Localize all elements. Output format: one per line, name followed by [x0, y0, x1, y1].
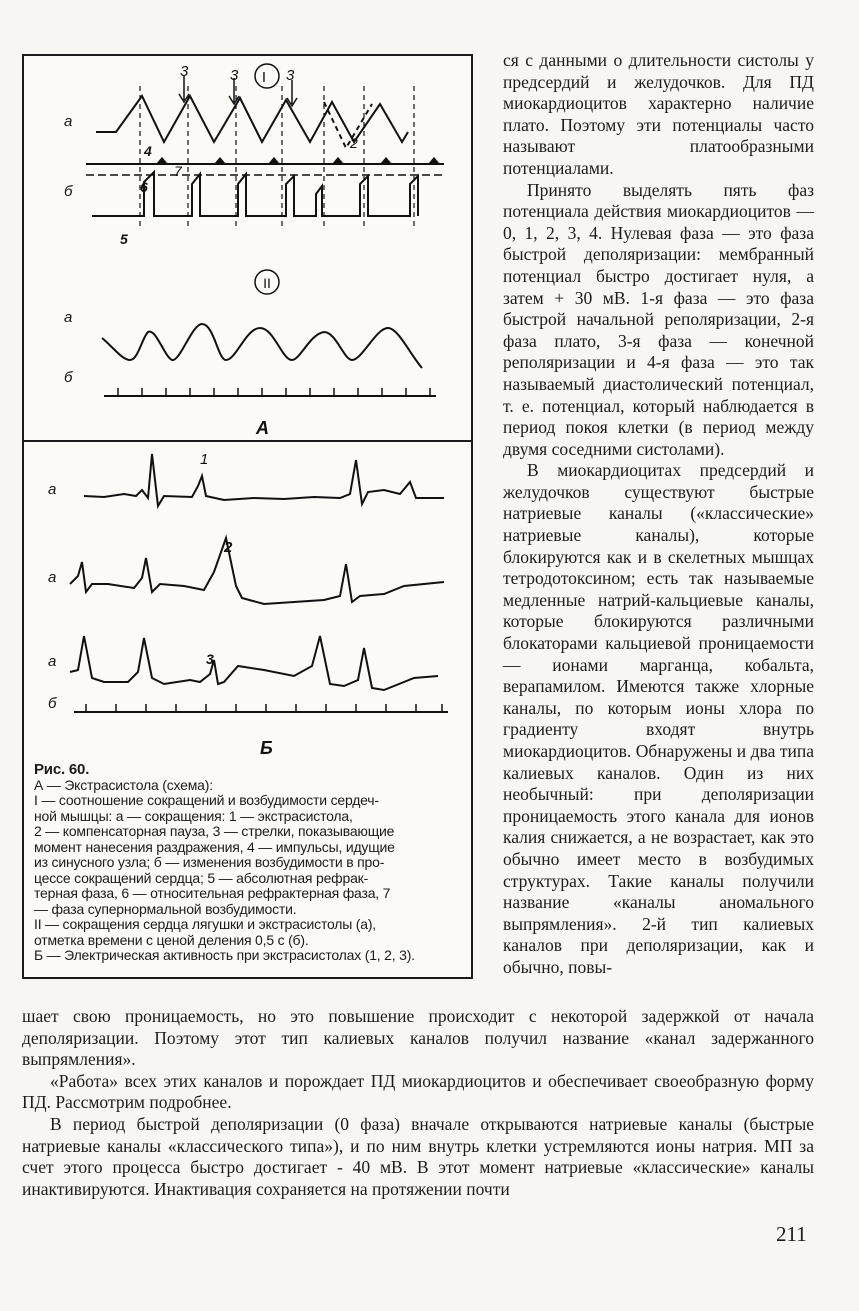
label-a-B1: а	[48, 481, 57, 498]
label-6: 6	[140, 179, 148, 195]
label-A: А	[256, 418, 269, 438]
panel-I-label: I	[261, 69, 267, 86]
label-a-B3: а	[48, 653, 57, 670]
label-a-I: а	[64, 113, 73, 130]
caption-title: Рис. 60.	[34, 761, 90, 778]
label-7: 7	[174, 163, 182, 179]
panel-B	[70, 454, 448, 712]
right-column-text	[503, 50, 814, 979]
caption-line: из синусного узла; б — изменения возбудимости в про-	[34, 854, 385, 870]
caption-line: цессе сокращений сердца; 5 — абсолютная рефрак-	[34, 869, 369, 886]
caption-line: I — соотношение сокращений и возбудимости сердеч-	[34, 792, 379, 808]
ecg-trace-2	[70, 538, 444, 604]
caption-line: — фаза супернормальной возбудимости.	[34, 900, 297, 917]
label-b-II: б	[64, 369, 73, 386]
frog-contraction-curve	[102, 324, 422, 368]
label-B-3: 3	[206, 651, 214, 667]
caption-line: Б — Электрическая активность при экстрасистолах (1, 2, 3).	[34, 947, 415, 963]
paragraph: «Работа» всех этих каналов и порождает ПД миокардиоцитов и обеспечивает своеобразную форму ПД. Рассмотрим подробнее.	[22, 1070, 814, 1113]
panel-II-label: II	[263, 275, 271, 291]
caption-line: 2 — компенсаторная пауза, 3 — стрелки, показывающие	[34, 823, 395, 839]
label-3b: 3	[230, 67, 239, 84]
caption-line: терная фаза, 6 — относительная рефрактерная фаза, 7	[34, 885, 391, 901]
contraction-curve-I	[96, 96, 408, 142]
label-B-2: 2	[224, 539, 233, 556]
label-b-B: б	[48, 695, 57, 712]
label-a-B2: а	[48, 569, 57, 586]
caption-line: II — сокращения сердца лягушки и экстрасистолы (а),	[34, 916, 377, 932]
page-number: 211	[776, 1222, 807, 1246]
figure-caption	[34, 762, 466, 964]
paragraph: шает свою проницаемость, но это повышение происходит с некоторой задержкой от начала деполяризации. Поэтому этот тип калиевых каналов получил название «канал задержанного выпрямления».	[22, 1006, 814, 1070]
label-b-I: б	[64, 183, 73, 200]
label-5: 5	[120, 231, 128, 247]
paragraph: Принято выделять пять фаз потенциала действия миокардиоцитов — 0, 1, 2, 3, 4. Нулевая фаза — это фаза быстрой деполяризации: мембранный потенциал быстро достигает нуля, а затем + 30 мВ. 1-я фаза — это фаза быстрой начальной реполяризации, 2-я фаза плато, 3-я фаза — конечной реполяризации и 4-я фаза — это так называемый диастолический потенциал, т. е. потенциал, который наблюдается в период покоя клетки (в период между двумя соседними систолами).	[503, 179, 814, 459]
caption-line: А — Экстрасистола (схема):	[34, 776, 213, 793]
paragraph: В период быстрой деполяризации (0 фаза) вначале открываются натриевые каналы (быстрые натриевые каналы «классического типа»), и по ним внутрь клетки устремляются ионы натрия. МП за счет этого процесса быстро достигает - 40 мВ. В этот момент натриевые «классические» каналы инактивируются. Инактивация сохраняется на протяжении почти	[22, 1113, 814, 1199]
panel-A-I	[86, 64, 444, 226]
ecg-trace-3	[70, 636, 438, 690]
caption-line: ной мышцы: а — сокращения: 1 — экстрасистола,	[34, 807, 353, 824]
label-a-II: а	[64, 309, 73, 326]
full-width-text	[22, 1006, 814, 1200]
label-4: 4	[144, 143, 152, 159]
panel-divider	[24, 440, 471, 442]
paragraph: В миокардиоцитах предсердий и желудочков существуют быстрые натриевые каналы («классические» натриевые каналы), которые блокируются как и в скелетных мышцах тетродотоксином; есть так называемые медленные натрий-кальциевые каналы, которые блокируются различными блокаторами кальциевой проницаемости — ионами марганца, кобальта, верапамилом. Имеются также хлорные каналы, по которым ионы хлора по градиенту входят внутрь миокардиоцитов. Обнаружены и два типа калиевых каналов. Один из них необычный: при деполяризации проницаемость этого канала для ионов калия снижается, а не возрастает, как это обычно имеет место в возбудимых структурах. Такие каналы получили название «каналы аномального выпрямления». 2-й тип калиевых каналов при деполяризации, как и обычно, повы-	[503, 460, 814, 977]
label-B-1: 1	[200, 451, 209, 468]
caption-line: момент нанесения раздражения, 4 — импульсы, идущие	[34, 838, 395, 855]
label-B: Б	[260, 738, 273, 758]
label-2-I: 2	[350, 135, 358, 151]
paragraph: ся с данными о длительности систолы у предсердий и желудочков. Для ПД миокардиоцитов характерно наличие плато. Поэтому эти потенциалы часто называют платообразными потенциалами.	[503, 50, 814, 178]
figure-60	[22, 54, 473, 979]
label-3a: 3	[180, 63, 189, 80]
caption-line: отметка времени с ценой деления 0,5 с (б).	[34, 931, 309, 948]
panel-I-circle	[255, 64, 279, 88]
label-3c: 3	[286, 67, 295, 84]
ecg-trace-1	[84, 454, 444, 506]
